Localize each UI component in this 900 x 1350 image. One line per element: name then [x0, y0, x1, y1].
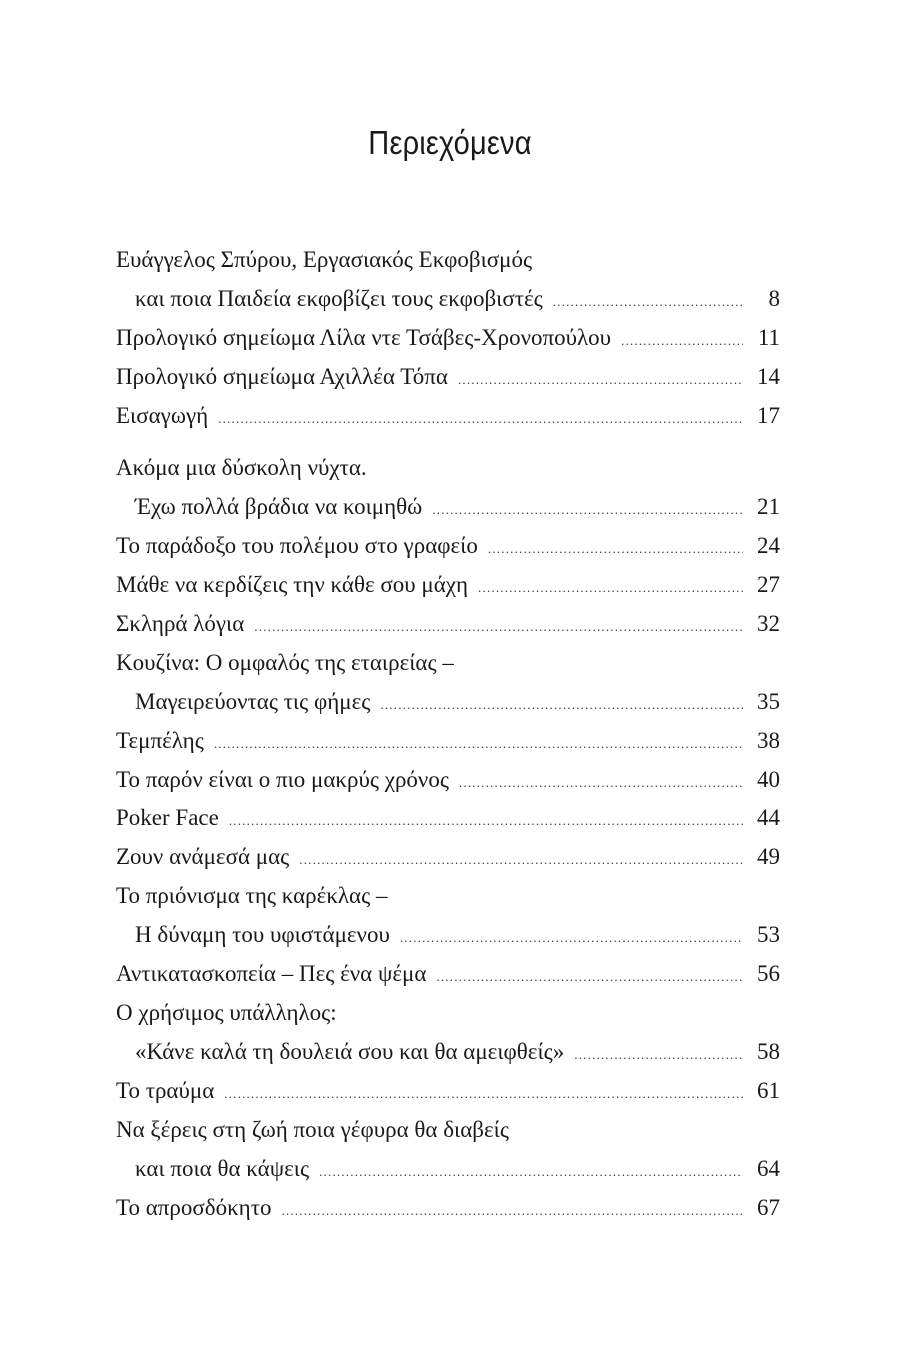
toc-page-number: 58 — [757, 1039, 780, 1064]
toc-page-number: 64 — [757, 1156, 780, 1181]
dot-leader — [459, 763, 743, 802]
toc-page-number: 35 — [757, 689, 780, 714]
toc-entry-title: Το απροσδόκητο — [116, 1195, 272, 1220]
dot-leader — [281, 1191, 743, 1230]
toc-entry-title: Αντικατασκοπεία – Πες ένα ψέμα — [116, 961, 427, 986]
page-title: Περιεχόμενα — [368, 124, 532, 161]
dot-leader — [214, 724, 743, 763]
dot-leader — [553, 282, 743, 321]
dot-leader — [229, 801, 743, 840]
toc-page-number: 17 — [757, 403, 780, 428]
toc-entry — [116, 1149, 780, 1188]
toc-entry — [116, 357, 780, 396]
dot-leader — [621, 321, 743, 360]
dot-leader — [432, 490, 743, 529]
toc-entry-title: Σκληρά λόγια — [116, 611, 245, 636]
toc-entry — [116, 1032, 780, 1071]
toc-entry — [116, 721, 780, 760]
toc-page-number: 32 — [757, 611, 780, 636]
toc-page-number: 14 — [757, 364, 780, 389]
dot-leader — [488, 529, 743, 568]
toc-entry-title: Ακόμα μια δύσκολη νύχτα. — [116, 455, 367, 480]
toc-entry-title: Τεμπέλης — [116, 728, 204, 753]
dot-leader — [436, 957, 743, 996]
toc-entry-title: Ζουν ανάμεσά μας — [116, 844, 290, 869]
toc-entry-heading — [116, 643, 780, 682]
toc-entry-heading — [116, 240, 780, 279]
toc-page-number: 38 — [757, 728, 780, 753]
dot-leader — [224, 1074, 743, 1113]
toc-entry — [116, 915, 780, 954]
dot-leader — [254, 607, 743, 646]
toc-entry-title: Εισαγωγή — [116, 403, 209, 428]
toc-entry-title: Το παρόν είναι ο πιο μακρύς χρόνος — [116, 767, 449, 792]
toc-entry-title: Το τραύμα — [116, 1078, 215, 1103]
toc-entry-title: Μάθε να κερδίζεις την κάθε σου μάχη — [116, 572, 469, 597]
toc-entry-title-continued: Η δύναμη του υφιστάμενου — [135, 922, 390, 947]
dot-leader — [400, 918, 743, 957]
toc-page-number: 44 — [757, 805, 780, 830]
toc-entry-title: Προλογικό σημείωμα Λίλα ντε Τσάβες-Χρονοπούλου — [116, 325, 612, 350]
toc-entry-heading — [116, 993, 780, 1032]
toc-entry-heading — [116, 1110, 780, 1149]
toc-entry-title-continued: Έχω πολλά βράδια να κοιμηθώ — [135, 494, 423, 519]
toc-entry-title-continued: «Κάνε καλά τη δουλειά σου και θα αμειφθείς» — [135, 1039, 565, 1064]
toc-entry — [116, 487, 780, 526]
toc-entry-title: Το πριόνισμα της καρέκλας – — [116, 883, 388, 908]
toc-page-number: 8 — [768, 286, 780, 311]
toc-page-number: 61 — [757, 1078, 780, 1103]
toc-page-number: 67 — [757, 1195, 780, 1220]
toc-page-number: 49 — [757, 844, 780, 869]
dot-leader — [319, 1152, 743, 1191]
toc-entry — [116, 954, 780, 993]
toc-entry — [116, 760, 780, 799]
toc-entry-title-continued: Μαγειρεύοντας τις φήμες — [135, 689, 371, 714]
toc-entry — [116, 396, 780, 435]
toc-entry-title-continued: και ποια Παιδεία εκφοβίζει τους εκφοβιστές — [135, 286, 543, 311]
toc-entry-title: Poker Face — [116, 805, 219, 830]
toc-page-number: 40 — [757, 767, 780, 792]
toc-entry-heading — [116, 448, 780, 487]
toc-entry — [116, 279, 780, 318]
dot-leader — [574, 1035, 743, 1074]
toc-page-number: 27 — [757, 572, 780, 597]
toc-entry — [116, 565, 780, 604]
toc-entry-title: Προλογικό σημείωμα Αχιλλέα Τόπα — [116, 364, 448, 389]
toc-entry-title: Ευάγγελος Σπύρου, Εργασιακός Εκφοβισμός — [116, 247, 533, 272]
dot-leader — [299, 840, 743, 879]
toc-entry — [116, 526, 780, 565]
toc-entry — [116, 837, 780, 876]
toc-entry-title-continued: και ποια θα κάψεις — [135, 1156, 310, 1181]
toc-entry — [116, 1071, 780, 1110]
toc-page-number: 11 — [757, 325, 780, 350]
dot-leader — [458, 360, 743, 399]
dot-leader — [478, 568, 743, 607]
toc-entry — [116, 1188, 780, 1227]
toc-entry — [116, 604, 780, 643]
toc-entry-title: Κουζίνα: Ο ομφαλός της εταιρείας – — [116, 650, 454, 675]
dot-leader — [218, 399, 743, 438]
toc-entry — [116, 318, 780, 357]
toc-entry-title: Να ξέρεις στη ζωή ποια γέφυρα θα διαβείς — [116, 1117, 509, 1142]
toc-entry — [116, 682, 780, 721]
toc-entry-title: Ο χρήσιμος υπάλληλος: — [116, 1000, 337, 1025]
toc-page-number: 24 — [757, 533, 780, 558]
dot-leader — [380, 685, 743, 724]
toc-page-number: 21 — [757, 494, 780, 519]
toc-page-number: 56 — [757, 961, 780, 986]
toc-entry — [116, 798, 780, 837]
toc-entry-heading — [116, 876, 780, 915]
toc-page-number: 53 — [757, 922, 780, 947]
toc-entry-title: Το παράδοξο του πολέμου στο γραφείο — [116, 533, 478, 558]
